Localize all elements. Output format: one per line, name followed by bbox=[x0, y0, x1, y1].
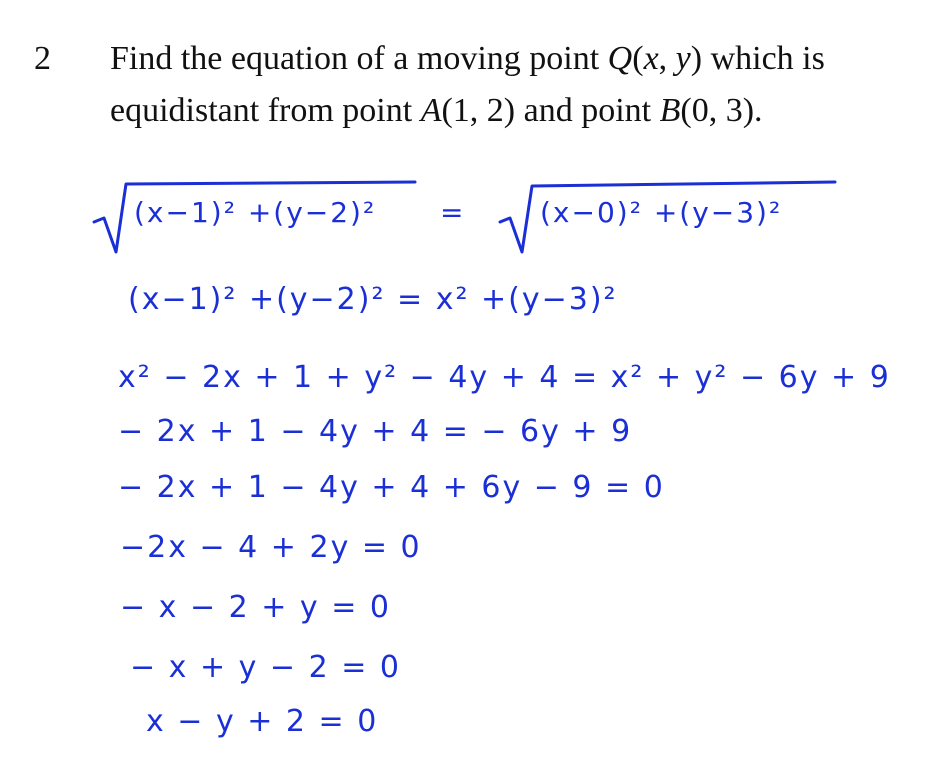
question-text-line-1 bbox=[110, 40, 825, 78]
variable-y: y bbox=[675, 40, 691, 77]
question-text: ( bbox=[632, 40, 644, 77]
equals-sign: = bbox=[440, 196, 466, 229]
working-step-8: − x + y − 2 = 0 bbox=[130, 650, 401, 685]
point-label-b: B bbox=[659, 92, 681, 129]
working-step-3: x² − 2x + 1 + y² − 4y + 4 = x² + y² − 6y + 9 bbox=[118, 360, 891, 395]
working-step-5: − 2x + 1 − 4y + 4 + 6y − 9 = 0 bbox=[118, 470, 665, 505]
question-text: Find the equation of a moving point bbox=[110, 40, 608, 77]
left-radicand: (x−1)² +(y−2)² bbox=[134, 196, 377, 229]
question-text: , bbox=[658, 40, 676, 77]
right-radicand: (x−0)² +(y−3)² bbox=[540, 196, 783, 229]
point-label-a: A bbox=[420, 92, 442, 129]
question-text: (0, 3). bbox=[680, 92, 763, 129]
question-text: (1, 2) and point bbox=[441, 92, 660, 129]
variable-x: x bbox=[643, 40, 659, 77]
working-step-4: − 2x + 1 − 4y + 4 = − 6y + 9 bbox=[118, 414, 633, 449]
point-label-q: Q bbox=[607, 40, 633, 77]
working-step-9: x − y + 2 = 0 bbox=[146, 704, 379, 739]
distance-equation-radicals bbox=[90, 178, 850, 258]
question-number: 2 bbox=[34, 40, 51, 77]
question-text: equidistant from point bbox=[110, 92, 421, 129]
working-step-2: (x−1)² +(y−2)² = x² +(y−3)² bbox=[128, 282, 618, 317]
question-text-line-2 bbox=[110, 92, 763, 130]
working-step-6: −2x − 4 + 2y = 0 bbox=[120, 530, 422, 565]
question-text: ) which is bbox=[690, 40, 825, 77]
working-step-7: − x − 2 + y = 0 bbox=[120, 590, 391, 625]
